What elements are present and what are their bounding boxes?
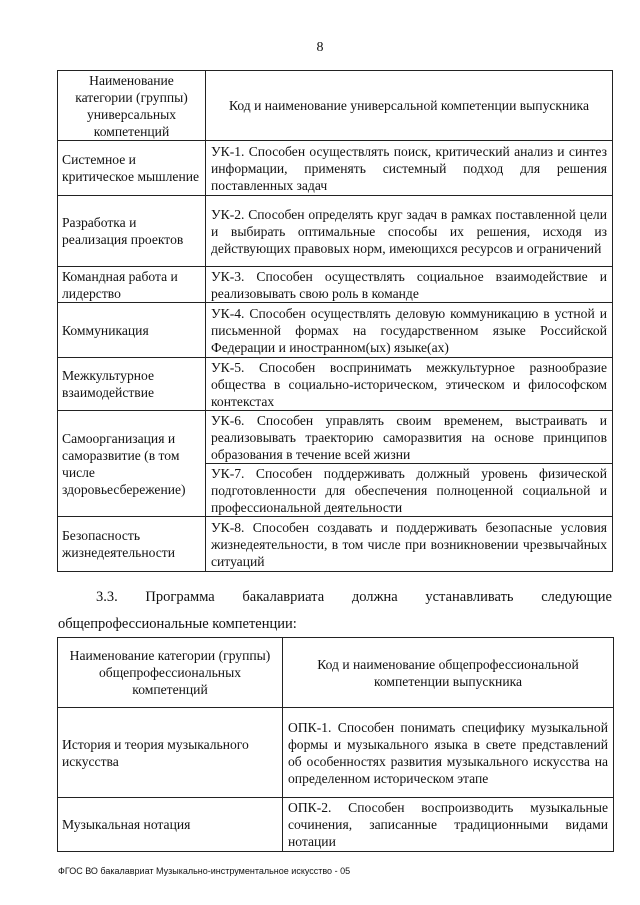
table-row bbox=[58, 798, 614, 852]
competence-cell: ОПК-2. Способен воспроизводить музыкальные сочинения, записанные традиционными видами нотации bbox=[283, 798, 614, 852]
header-category: Наименование категории (группы) универсальных компетенций bbox=[58, 71, 206, 141]
category-cell: История и теория музыкального искусства bbox=[58, 708, 283, 798]
table-row bbox=[58, 708, 614, 798]
table-row bbox=[58, 411, 613, 464]
category-cell: Безопасность жизнедеятельности bbox=[58, 517, 206, 572]
table-row bbox=[58, 303, 613, 358]
competence-cell: УК-3. Способен осуществлять социальное взаимодействие и реализовывать свою роль в команде bbox=[206, 267, 613, 303]
category-cell: Межкультурное взаимодействие bbox=[58, 358, 206, 411]
competence-cell: УК-8. Способен создавать и поддерживать безопасные условия жизнедеятельности, в том числе при возникновении чрезвычайных ситуаций bbox=[206, 517, 613, 572]
page-number: 8 bbox=[316, 40, 324, 55]
header-code: Код и наименование общепрофессиональной компетенции выпускника bbox=[283, 638, 614, 708]
section-paragraph bbox=[58, 589, 612, 606]
table-row bbox=[58, 267, 613, 303]
category-cell: Музыкальная нотация bbox=[58, 798, 283, 852]
table-row bbox=[58, 141, 613, 196]
document-footer: ФГОС ВО бакалавриат Музыкально-инструментальное искусство - 05 bbox=[58, 866, 351, 876]
competence-cell: УК-5. Способен воспринимать межкультурное разнообразие общества в социально-историческом, этическом и философском контекстах bbox=[206, 358, 613, 411]
paragraph-continuation: общепрофессиональные компетенции: bbox=[58, 616, 297, 632]
paragraph-word: бакалавриата bbox=[242, 589, 325, 605]
table-row bbox=[58, 358, 613, 411]
category-cell: Системное и критическое мышление bbox=[58, 141, 206, 196]
universal-competencies-table bbox=[57, 70, 613, 572]
table-header-row bbox=[58, 638, 614, 708]
paragraph-word: Программа bbox=[145, 589, 215, 605]
paragraph-word: должна bbox=[351, 589, 398, 605]
category-cell: Разработка и реализация проектов bbox=[58, 196, 206, 267]
competence-cell: УК-7. Способен поддерживать должный уровень физической подготовленности для обеспечения полноценной социальной и профессиональной деятельности bbox=[206, 464, 613, 517]
table-header-row bbox=[58, 71, 613, 141]
competence-cell: УК-2. Способен определять круг задач в рамках поставленной цели и выбирать оптимальные способы их решения, исходя из действующих правовых норм, имеющихся ресурсов и ограничений bbox=[206, 196, 613, 267]
paragraph-word: устанавливать bbox=[425, 589, 514, 605]
competence-cell: ОПК-1. Способен понимать специфику музыкальной формы и музыкального языка в свете представлений об особенностях развития музыкального искусства на определенном историческом этапе bbox=[283, 708, 614, 798]
category-cell: Самоорганизация и саморазвитие (в том числе здоровьесбережение) bbox=[58, 411, 206, 517]
competence-cell: УК-4. Способен осуществлять деловую коммуникацию в устной и письменной формах на государственном языке Российской Федерации и иностранном(ых) языке(ах) bbox=[206, 303, 613, 358]
competence-cell: УК-1. Способен осуществлять поиск, критический анализ и синтез информации, применять системный подход для решения поставленных задач bbox=[206, 141, 613, 196]
header-code: Код и наименование универсальной компетенции выпускника bbox=[206, 71, 613, 141]
section-number: 3.3. bbox=[96, 589, 118, 605]
table-row bbox=[58, 196, 613, 267]
table-row bbox=[58, 517, 613, 572]
paragraph-word: следующие bbox=[541, 589, 612, 605]
competence-cell: УК-6. Способен управлять своим временем, выстраивать и реализовывать траекторию саморазвития на основе принципов образования в течение всей жизни bbox=[206, 411, 613, 464]
category-cell: Коммуникация bbox=[58, 303, 206, 358]
header-category: Наименование категории (группы) общепрофессиональных компетенций bbox=[58, 638, 283, 708]
general-professional-competencies-table bbox=[57, 637, 614, 852]
category-cell: Командная работа и лидерство bbox=[58, 267, 206, 303]
